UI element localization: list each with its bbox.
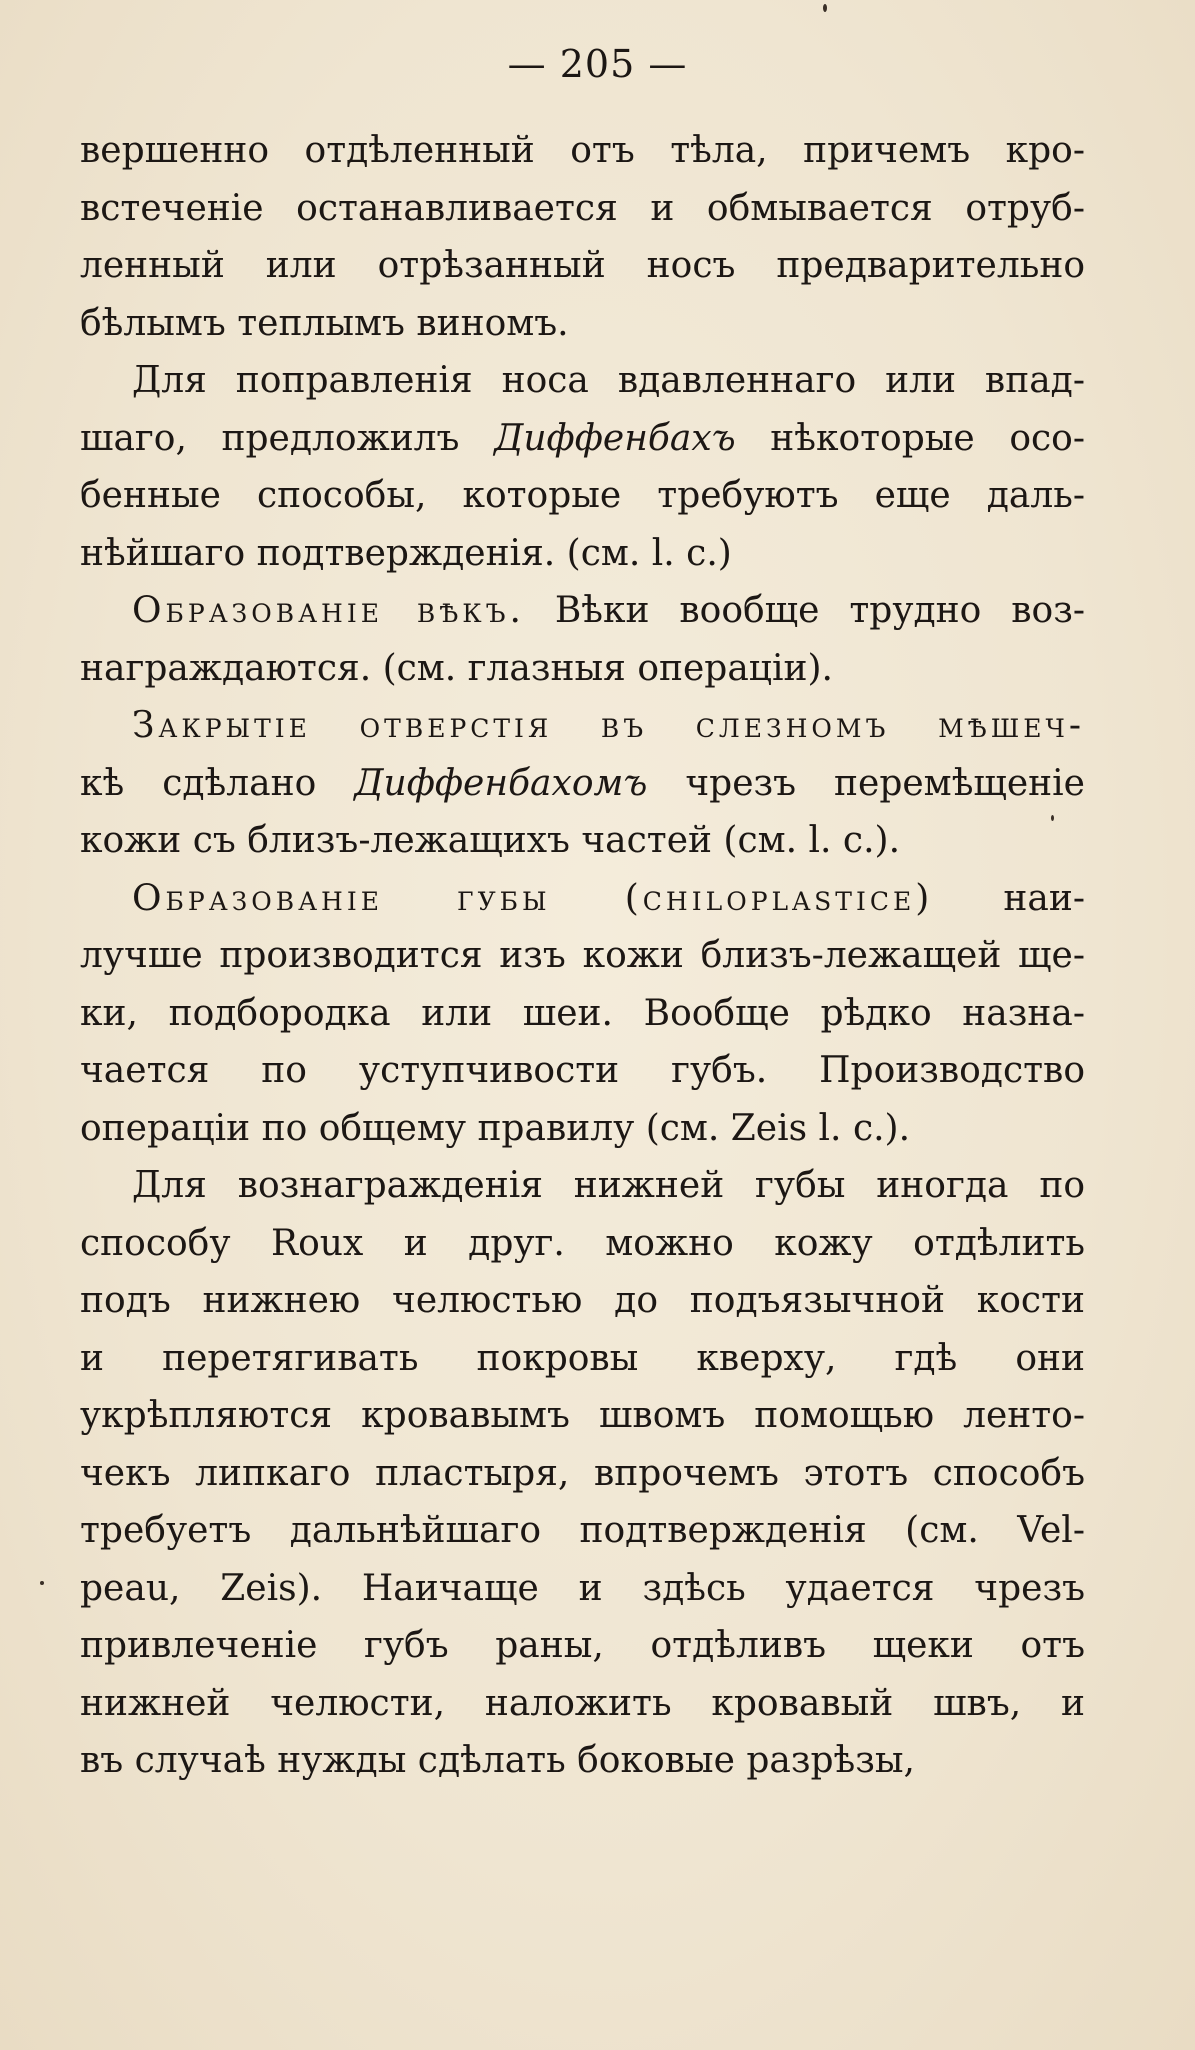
text-line: подъ нижнею челюстью до подъязычной кости [80,1280,1085,1321]
text-line: операціи по общему правилу (см. Zeis l. c.). [80,1107,911,1149]
text-line: Для поправленія носа вдавленнаго или впад- [132,360,1085,401]
paragraph [80,352,1085,582]
section-heading: Образованіе губы (chiloplastice) [132,877,934,919]
paragraph [80,1157,1085,1790]
text-line: требуетъ дальнѣйшаго подтвержденія (см. Vel- [80,1510,1085,1551]
body-text [80,122,1085,1790]
author-name: Диффенбахъ [494,417,736,459]
text-line: ленный или отрѣзанный носъ предварительно [80,245,1085,286]
text-line [80,697,1085,755]
text-line: кожи съ близъ-лежащихъ частей (см. l. c.). [80,820,901,861]
paragraph [80,122,1085,352]
text-line: кѣ сдѣлано Диффенбахомъ чрезъ перемѣщеніе [80,762,1085,804]
text-line: встеченіе останавливается и обмывается отруб- [80,187,1085,229]
text-line: въ случаѣ нужды сдѣлать боковые разрѣзы, [80,1740,915,1781]
text-line: ки, подбородка или шеи. Вообще рѣдко назна- [80,992,1085,1034]
text-line: нѣйшаго подтвержденія. (см. l. c.) [80,532,732,574]
text-line: награждаются. (см. глазныя операціи). [80,647,833,689]
text-line: шаго, предложилъ Диффенбахъ нѣкоторые осо- [80,417,1086,459]
text-line: peau, Zeis). Наичаще и здѣсь удается чрезъ [80,1567,1085,1609]
ink-speck [1051,815,1054,821]
text-line: бенные способы, которые требуютъ еще даль- [80,475,1085,516]
ink-speck [40,1581,44,1585]
text-line: и перетягивать покровы кверху, гдѣ они [80,1337,1085,1379]
text-line: Для вознагражденія нижней губы иногда по [132,1165,1085,1206]
text-line: Образованіе губы (chiloplastice) наи- [132,877,1085,919]
text-line: нижней челюсти, наложить кровавый швъ, и [80,1682,1085,1724]
text-line: способу Roux и друг. можно кожу отдѣлить [80,1222,1085,1264]
paragraph [80,582,1085,697]
author-name: Диффенбахомъ [354,762,648,804]
text-line: чается по уступчивости губъ. Производство [80,1050,1085,1091]
text-line: вершенно отдѣленный отъ тѣла, причемъ кро- [80,130,1085,171]
text-line: бѣлымъ теплымъ виномъ. [80,302,569,344]
section-heading: Образованіе вѣкъ. [132,590,525,631]
section-heading: Закрытіе отверстія въ слезномъ мѣшеч- [132,705,1085,746]
paragraph [80,870,1085,1158]
text-line: лучше производится изъ кожи близъ-лежащей ще- [80,935,1085,976]
text-line: привлеченіе губъ раны, отдѣливъ щеки отъ [80,1625,1085,1666]
text-line: Образованіе вѣкъ. Вѣки вообще трудно воз- [132,590,1085,631]
ink-speck [823,4,827,12]
page-number: — 205 — [507,42,688,86]
text-line: укрѣпляются кровавымъ швомъ помощью ленто- [80,1395,1085,1436]
paragraph [80,697,1085,870]
text-line: чекъ липкаго пластыря, впрочемъ этотъ способъ [80,1452,1085,1494]
